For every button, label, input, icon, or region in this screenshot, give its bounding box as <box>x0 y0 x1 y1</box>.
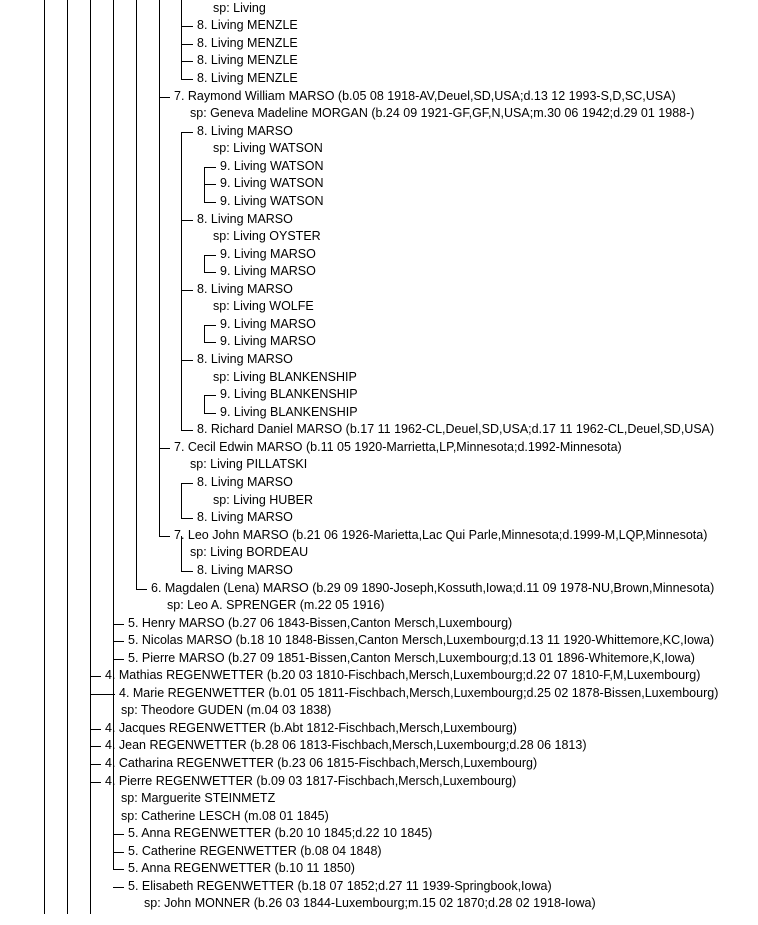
tree-connector-line <box>136 0 137 589</box>
tree-branch-line <box>113 641 124 642</box>
tree-connector-line <box>67 0 68 914</box>
tree-branch-line <box>159 97 170 98</box>
person-entry: 8. Living MARSO <box>197 475 293 489</box>
person-entry: 9. Living BLANKENSHIP <box>220 405 358 419</box>
person-entry: 9. Living WATSON <box>220 176 324 190</box>
tree-branch-line <box>181 132 193 133</box>
person-entry: 9. Living WATSON <box>220 194 324 208</box>
tree-branch-line <box>159 448 170 449</box>
person-entry: 9. Living MARSO <box>220 317 316 331</box>
tree-branch-line <box>90 694 115 695</box>
person-entry: 9. Living WATSON <box>220 159 324 173</box>
person-entry: 8. Living MENZLE <box>197 71 298 85</box>
spouse-entry: sp: Theodore GUDEN (m.04 03 1838) <box>121 703 332 717</box>
spouse-entry: sp: Living <box>213 1 266 15</box>
tree-branch-line <box>204 255 216 256</box>
tree-connector-line <box>159 0 160 536</box>
person-entry: 8. Living MENZLE <box>197 36 298 50</box>
person-entry: 8. Living MARSO <box>197 563 293 577</box>
tree-branch-line <box>181 61 193 62</box>
tree-branch-line <box>90 676 101 677</box>
spouse-entry: sp: Living WOLFE <box>213 299 314 313</box>
tree-branch-line <box>113 869 124 870</box>
tree-branch-line <box>181 430 193 431</box>
tree-connector-line <box>181 132 182 430</box>
tree-branch-line <box>159 536 170 537</box>
person-entry: 5. Nicolas MARSO (b.18 10 1848-Bissen,Canton Mersch,Luxembourg;d.13 11 1920-Whittemore,KC,Iowa) <box>128 633 715 647</box>
tree-branch-line <box>181 571 193 572</box>
spouse-entry: sp: Living HUBER <box>213 493 314 507</box>
tree-branch-line <box>204 413 216 414</box>
person-entry: 4. Mathias REGENWETTER (b.20 03 1810-Fischbach,Mersch,Luxembourg;d.22 07 1810-F,M,Luxembourg) <box>105 668 701 682</box>
spouse-entry: sp: Geneva Madeline MORGAN (b.24 09 1921-GF,GF,N,USA;m.30 06 1942;d.29 01 1988-) <box>190 106 695 120</box>
person-entry: 9. Living MARSO <box>220 334 316 348</box>
person-entry: 8. Living MARSO <box>197 124 293 138</box>
tree-branch-line <box>90 764 101 765</box>
person-entry: 5. Anna REGENWETTER (b.20 10 1845;d.22 10 1845) <box>128 826 433 840</box>
spouse-entry: sp: Living BLANKENSHIP <box>213 370 357 384</box>
person-entry: 9. Living BLANKENSHIP <box>220 387 358 401</box>
tree-connector-line <box>181 0 182 79</box>
spouse-entry: sp: Living WATSON <box>213 141 323 155</box>
person-entry: 4. Jean REGENWETTER (b.28 06 1813-Fischbach,Mersch,Luxembourg;d.28 06 1813) <box>105 738 587 752</box>
person-entry: 5. Anna REGENWETTER (b.10 11 1850) <box>128 861 355 875</box>
tree-connector-line <box>44 0 45 914</box>
tree-branch-line <box>181 518 193 519</box>
tree-branch-line <box>204 342 216 343</box>
tree-branch-line <box>113 852 124 853</box>
person-entry: 4. Pierre REGENWETTER (b.09 03 1817-Fischbach,Mersch,Luxembourg) <box>105 774 517 788</box>
tree-branch-line <box>204 184 216 185</box>
tree-connector-line <box>204 395 205 413</box>
tree-connector-line <box>90 0 91 914</box>
spouse-entry: sp: Living BORDEAU <box>190 545 309 559</box>
spouse-entry: sp: Leo A. SPRENGER (m.22 05 1916) <box>167 598 385 612</box>
tree-branch-line <box>90 782 101 783</box>
tree-branch-line <box>204 167 216 168</box>
person-entry: 8. Living MENZLE <box>197 53 298 67</box>
tree-branch-line <box>204 202 216 203</box>
spouse-entry: sp: Living OYSTER <box>213 229 321 243</box>
spouse-entry: sp: John MONNER (b.26 03 1844-Luxembourg;m.15 02 1870;d.28 02 1918-Iowa) <box>144 896 596 910</box>
person-entry: 4. Marie REGENWETTER (b.01 05 1811-Fischbach,Mersch,Luxembourg;d.25 02 1878-Bissen,Luxembourg) <box>119 686 719 700</box>
person-entry: 6. Magdalen (Lena) MARSO (b.29 09 1890-Joseph,Kossuth,Iowa;d.11 09 1978-NU,Brown,Minnesota) <box>151 581 715 595</box>
person-entry: 7. Leo John MARSO (b.21 06 1926-Marietta,Lac Qui Parle,Minnesota;d.1999-M,LQP,Minnesota) <box>174 528 708 542</box>
tree-branch-line <box>181 79 193 80</box>
tree-connector-line <box>181 483 182 518</box>
spouse-entry: sp: Marguerite STEINMETZ <box>121 791 276 805</box>
person-entry: 5. Catherine REGENWETTER (b.08 04 1848) <box>128 844 382 858</box>
person-entry: 5. Henry MARSO (b.27 06 1843-Bissen,Canton Mersch,Luxembourg) <box>128 616 513 630</box>
person-entry: 8. Living MARSO <box>197 212 293 226</box>
tree-connector-line <box>204 325 205 342</box>
spouse-entry: sp: Living PILLATSKI <box>190 457 308 471</box>
person-entry: 4. Catharina REGENWETTER (b.23 06 1815-Fischbach,Mersch,Luxembourg) <box>105 756 538 770</box>
person-entry: 8. Living MENZLE <box>197 18 298 32</box>
tree-branch-line <box>181 290 193 291</box>
tree-branch-line <box>113 834 124 835</box>
tree-branch-line <box>113 659 124 660</box>
tree-branch-line <box>204 395 216 396</box>
tree-branch-line <box>204 325 216 326</box>
tree-branch-line <box>113 887 124 888</box>
tree-branch-line <box>181 483 193 484</box>
tree-branch-line <box>181 26 193 27</box>
person-entry: 8. Richard Daniel MARSO (b.17 11 1962-CL,Deuel,SD,USA;d.17 11 1962-CL,Deuel,SD,USA) <box>197 422 715 436</box>
tree-branch-line <box>181 360 193 361</box>
person-entry: 9. Living MARSO <box>220 264 316 278</box>
tree-branch-line <box>204 272 216 273</box>
tree-branch-line <box>181 220 193 221</box>
tree-branch-line <box>113 624 124 625</box>
spouse-entry: sp: Catherine LESCH (m.08 01 1845) <box>121 809 329 823</box>
tree-branch-line <box>181 44 193 45</box>
person-entry: 4. Jacques REGENWETTER (b.Abt 1812-Fischbach,Mersch,Luxembourg) <box>105 721 517 735</box>
person-entry: 5. Pierre MARSO (b.27 09 1851-Bissen,Canton Mersch,Luxembourg;d.13 01 1896-Whitemore,K,Iowa) <box>128 651 695 665</box>
person-entry: 8. Living MARSO <box>197 352 293 366</box>
tree-branch-line <box>136 589 147 590</box>
person-entry: 8. Living MARSO <box>197 282 293 296</box>
person-entry: 5. Elisabeth REGENWETTER (b.18 07 1852;d.27 11 1939-Springbook,Iowa) <box>128 879 552 893</box>
person-entry: 7. Raymond William MARSO (b.05 08 1918-AV,Deuel,SD,USA;d.13 12 1993-S,D,SC,USA) <box>174 89 676 103</box>
tree-branch-line <box>90 729 101 730</box>
person-entry: 7. Cecil Edwin MARSO (b.11 05 1920-Marrietta,LP,Minnesota;d.1992-Minnesota) <box>174 440 622 454</box>
person-entry: 9. Living MARSO <box>220 247 316 261</box>
person-entry: 8. Living MARSO <box>197 510 293 524</box>
tree-branch-line <box>90 746 101 747</box>
tree-connector-line <box>204 255 205 272</box>
